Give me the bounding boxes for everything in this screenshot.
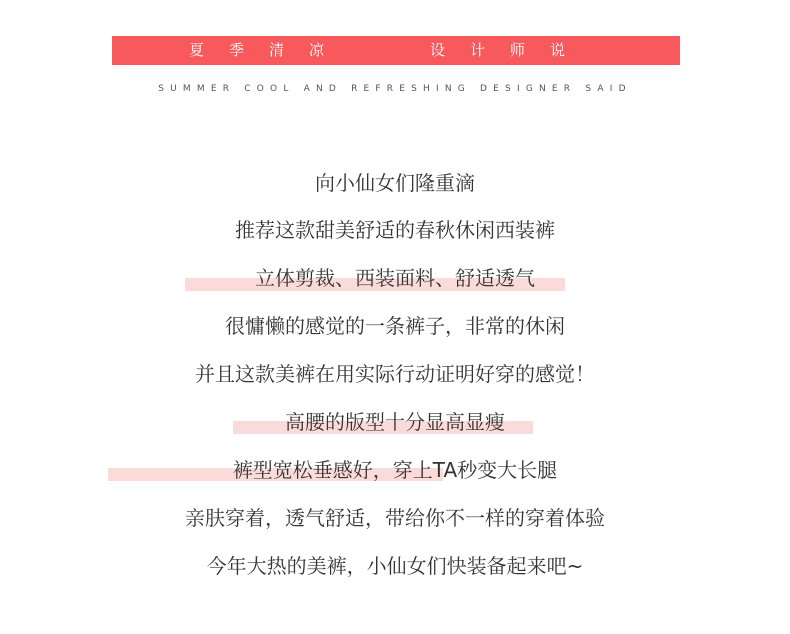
description-line: 向小仙女们隆重滴	[315, 171, 475, 195]
description-line: 高腰的版型十分显高显瘦	[285, 410, 505, 434]
description-line: 并且这款美裤在用实际行动证明好穿的感觉！	[195, 362, 595, 386]
description-line: 今年大热的美裤，小仙女们快装备起来吧~	[206, 554, 584, 578]
description-line: 推荐这款甜美舒适的春秋休闲西装裤	[235, 218, 555, 242]
english-subtitle: SUMMER COOL AND REFRESHING DESIGNER SAID	[158, 84, 632, 94]
description-line: 很慵懒的感觉的一条裤子，非常的休闲	[225, 314, 565, 338]
banner-title-left: 夏季清凉	[189, 41, 350, 59]
description-line: 裤型宽松垂感好，穿上TA秒变大长腿	[232, 458, 558, 482]
description-line: 立体剪裁、西装面料、舒适透气	[255, 266, 535, 290]
description-line: 亲肤穿着，透气舒适，带给你不一样的穿着体验	[185, 506, 605, 530]
banner-title-right: 设计师说	[430, 41, 591, 59]
